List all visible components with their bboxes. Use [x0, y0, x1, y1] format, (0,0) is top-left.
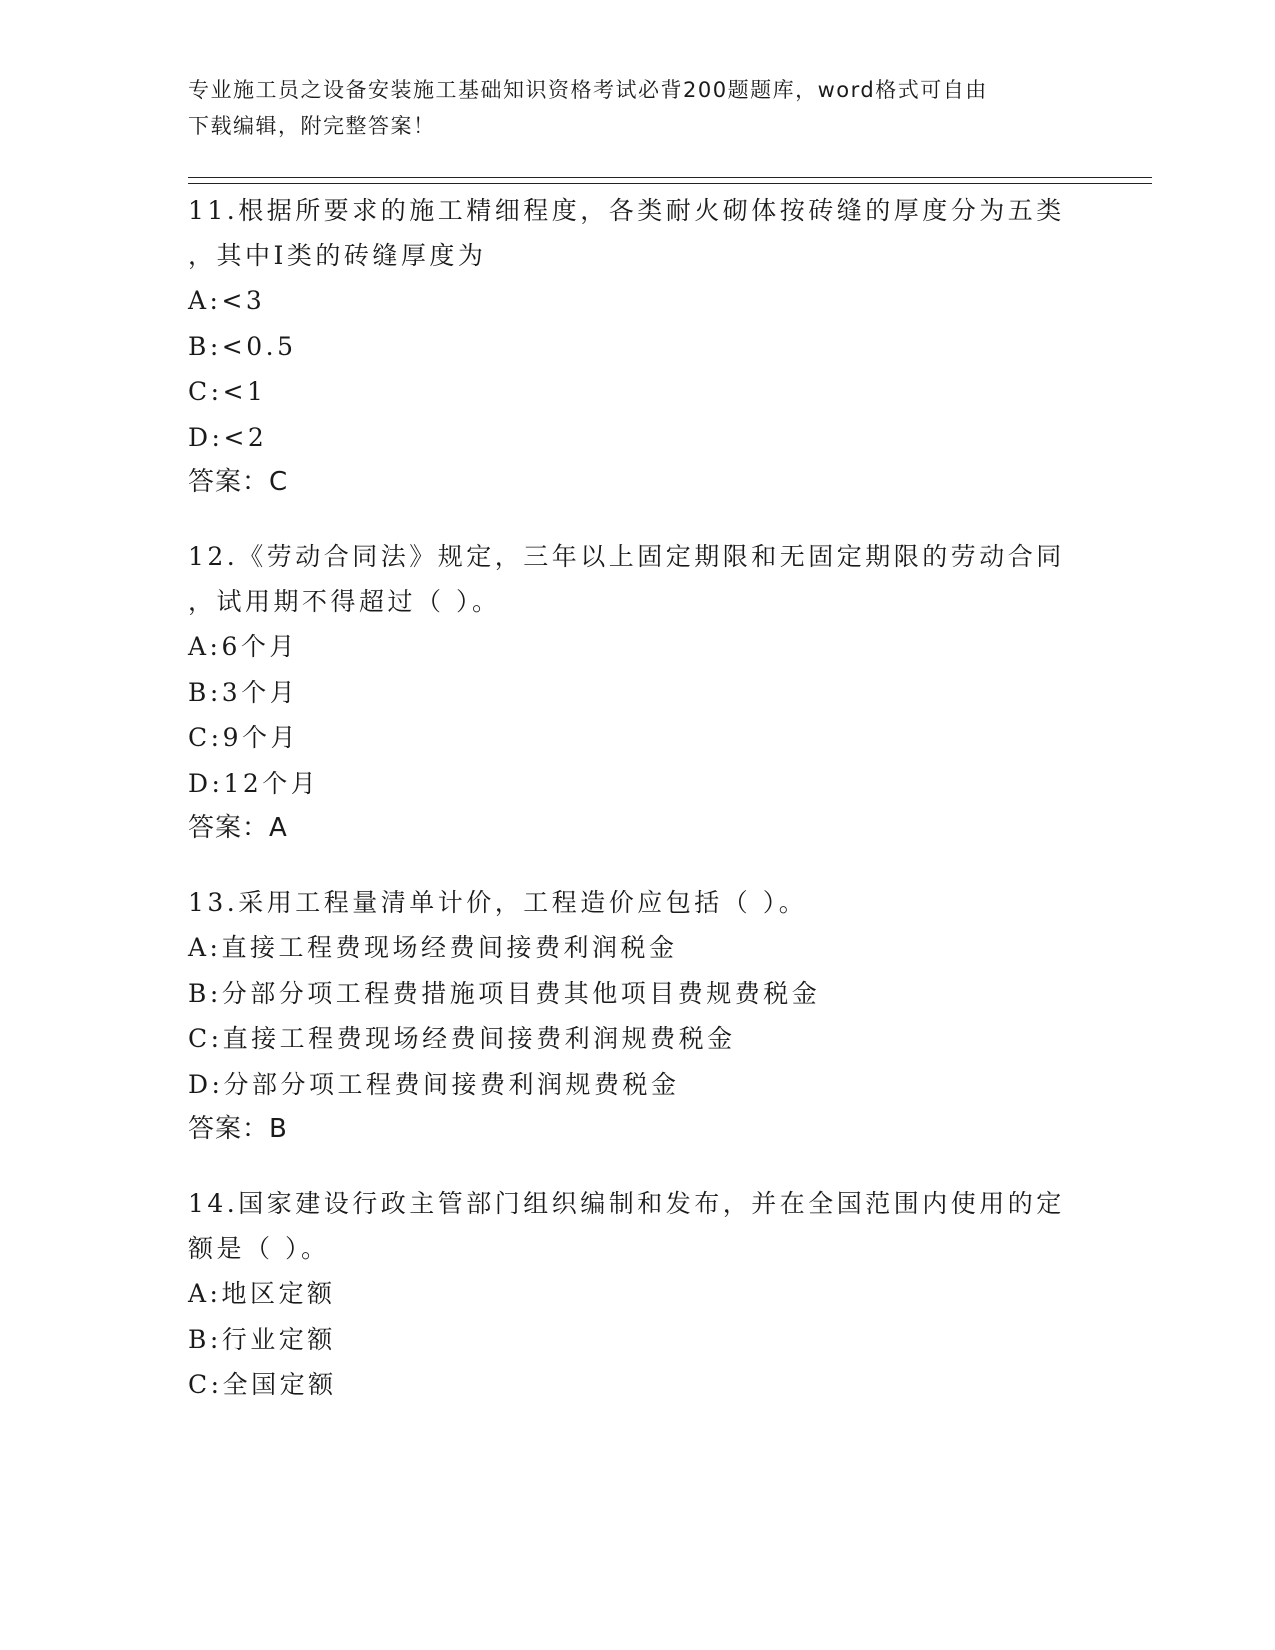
option-text: 9个月: [222, 723, 299, 752]
option-b: [188, 670, 1088, 716]
option-text: 分部分项工程费间接费利润规费税金: [223, 1069, 680, 1099]
option-a: [188, 278, 1088, 324]
option-letter: A:: [188, 286, 222, 315]
question-11: [188, 188, 1088, 505]
option-d: [188, 415, 1088, 461]
option-text: 直接工程费现场经费间接费利润税金: [221, 933, 678, 962]
question-12: [188, 534, 1088, 851]
header-divider-bottom: [188, 183, 1152, 184]
option-letter: D:: [188, 1069, 224, 1099]
option-letter: D:: [188, 768, 224, 798]
option-letter: C:: [188, 1024, 223, 1053]
header-line-1: 专业施工员之设备安装施工基础知识资格考试必背200题题库，word格式可自由: [188, 78, 988, 102]
option-letter: B:: [188, 331, 222, 361]
option-letter: C:: [188, 1370, 223, 1399]
stem-line: 11.根据所要求的施工精细程度，各类耐火砌体按砖缝的厚度分为五类: [188, 196, 1065, 225]
option-d: [188, 761, 1088, 807]
option-d: [188, 1062, 1088, 1108]
option-letter: A:: [188, 1279, 222, 1308]
question-stem: [188, 188, 1088, 278]
option-letter: C:: [188, 377, 223, 406]
question-stem: [188, 880, 1088, 925]
question-13: [188, 880, 1088, 1152]
option-text: 12个月: [223, 768, 320, 798]
option-c: [188, 1362, 1088, 1408]
option-text: <0.5: [221, 331, 297, 361]
option-c: [188, 715, 1088, 761]
option-letter: B:: [188, 677, 222, 707]
stem-line: 12.《劳动合同法》规定，三年以上固定期限和无固定期限的劳动合同: [188, 542, 1065, 571]
option-c: [188, 369, 1088, 415]
option-letter: B:: [188, 1324, 222, 1354]
option-b: [188, 1317, 1088, 1363]
option-text: 分部分项工程费措施项目费其他项目费规费税金: [221, 978, 821, 1008]
option-a: [188, 624, 1088, 670]
option-text: <1: [222, 377, 267, 406]
option-letter: A:: [188, 632, 222, 661]
answer-line: 答案：B: [188, 1114, 288, 1144]
question-14: [188, 1181, 1088, 1408]
stem-line: 13.采用工程量清单计价，工程造价应包括（ ）。: [188, 888, 808, 917]
stem-line: ，其中Ⅰ类的砖缝厚度为: [188, 241, 487, 270]
option-c: [188, 1016, 1088, 1062]
stem-line: ，试用期不得超过（ ）。: [188, 587, 501, 616]
answer-line: 答案：C: [188, 467, 289, 497]
option-b: [188, 971, 1088, 1017]
answer-line: 答案：A: [188, 813, 288, 843]
question-stem: [188, 534, 1088, 624]
option-text: 全国定额: [222, 1370, 337, 1399]
header-line-2: 下载编辑，附完整答案！: [188, 114, 436, 138]
option-text: 直接工程费现场经费间接费利润规费税金: [222, 1024, 736, 1053]
option-text: 6个月: [221, 632, 298, 661]
stem-line: 14.国家建设行政主管部门组织编制和发布，并在全国范围内使用的定: [188, 1189, 1065, 1218]
option-letter: C:: [188, 723, 223, 752]
option-letter: A:: [188, 933, 222, 962]
stem-line: 额是（ ）。: [188, 1234, 330, 1263]
option-a: [188, 1271, 1088, 1317]
option-b: [188, 324, 1088, 370]
option-letter: B:: [188, 978, 222, 1008]
option-letter: D:: [188, 422, 224, 452]
header-divider-top: [188, 177, 1152, 178]
option-a: [188, 925, 1088, 971]
option-text: <3: [221, 286, 266, 315]
document-header: [188, 72, 1068, 144]
option-text: 行业定额: [221, 1324, 336, 1354]
option-text: <2: [223, 422, 268, 452]
question-list: [188, 188, 1088, 1437]
option-text: 地区定额: [221, 1279, 336, 1308]
question-stem: [188, 1181, 1088, 1271]
option-text: 3个月: [221, 677, 299, 707]
